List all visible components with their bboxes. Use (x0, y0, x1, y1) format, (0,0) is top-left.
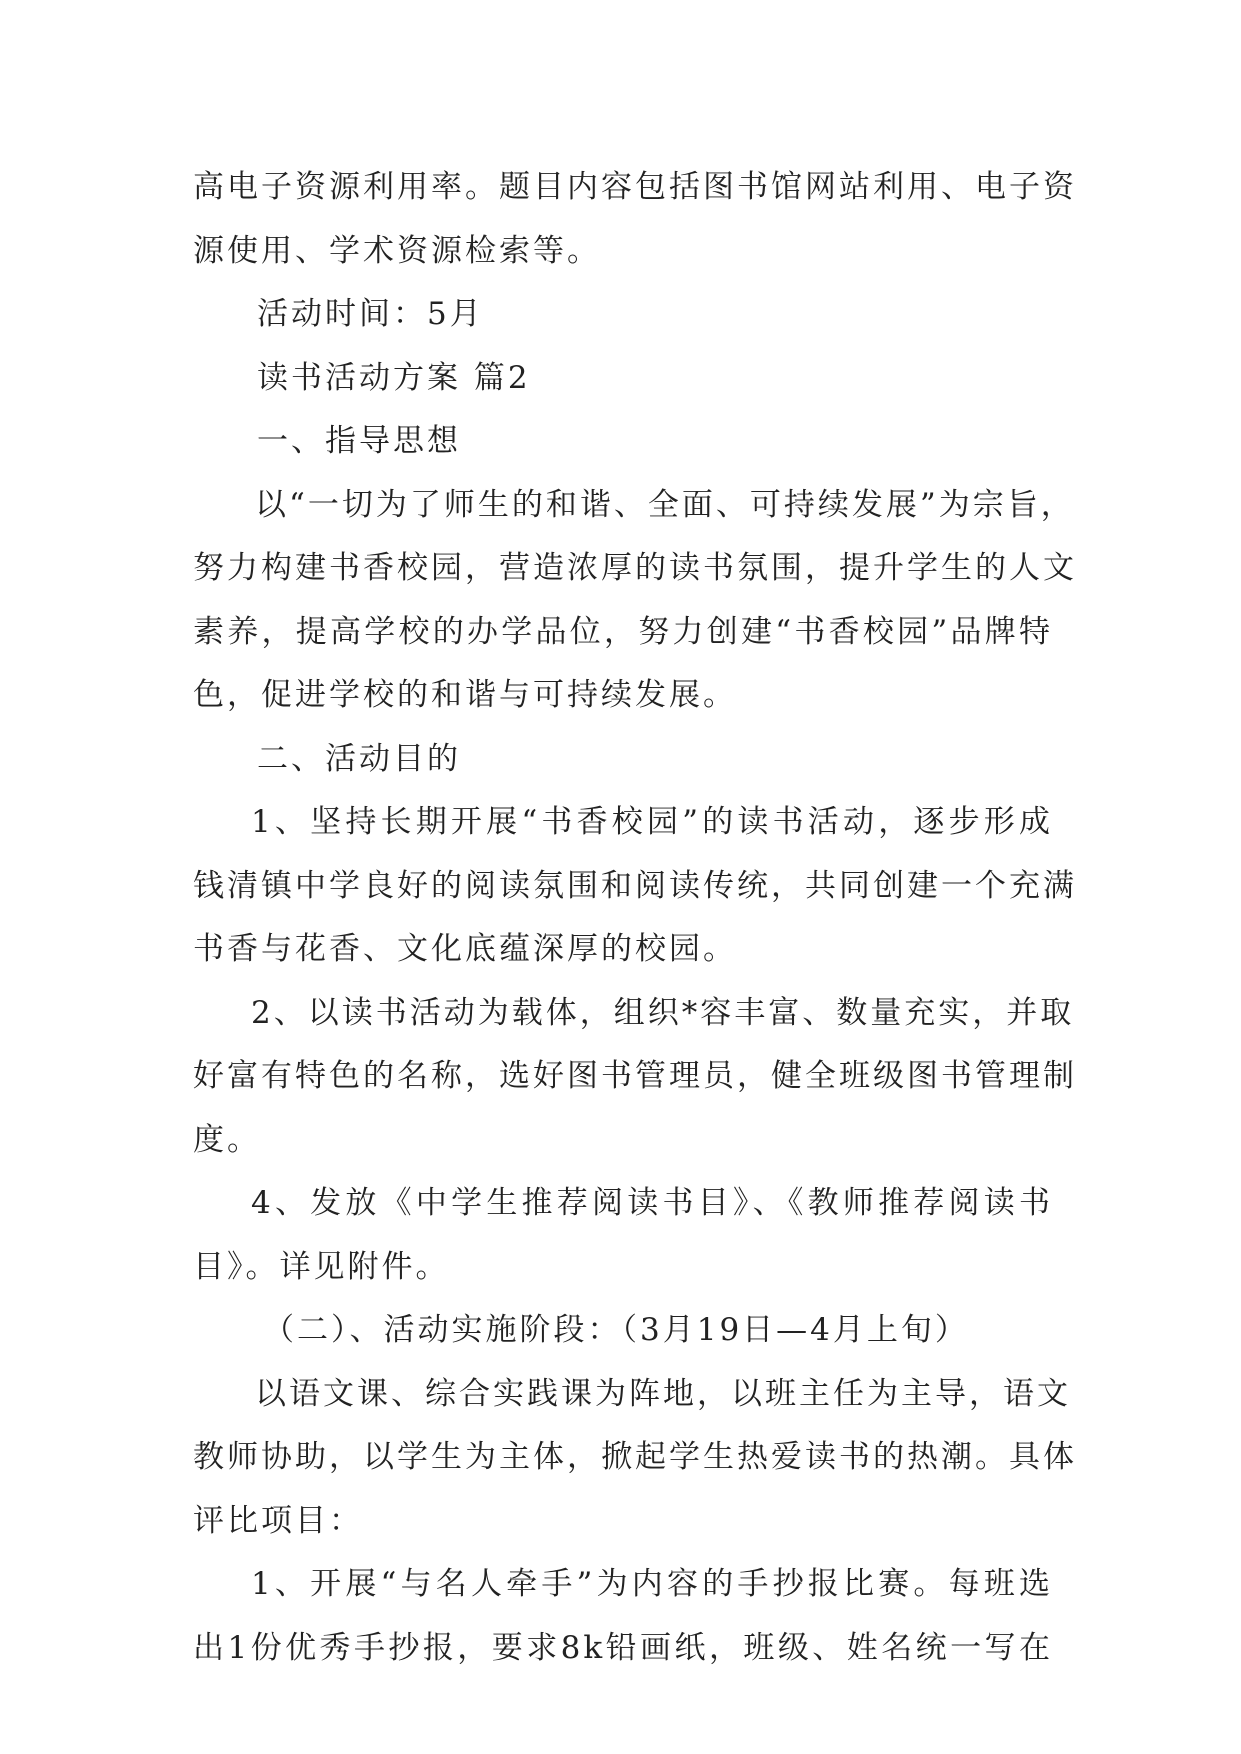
paragraph-line: 色，促进学校的和谐与可持续发展。 (193, 677, 737, 713)
heading-implementation-stage: （二）、活动实施阶段：（3月19日—4月上旬） (263, 1312, 969, 1348)
list-item-line: 1、坚持长期开展“书香校园”的读书活动，逐步形成 (251, 804, 1053, 840)
paragraph-line: 以语文课、综合实践课为阵地，以班主任为主导，语文 (255, 1375, 1071, 1412)
paragraph-line: 钱清镇中学良好的阅读氛围和阅读传统，共同创建一个充满 (193, 867, 1077, 904)
paragraph-line: 度。 (193, 1121, 261, 1158)
paragraph-line: 以“一切为了师生的和谐、全面、可持续发展”为宗旨， (255, 486, 1075, 523)
paragraph-line: 书香与花香、文化底蕴深厚的校园。 (193, 931, 737, 967)
heading-activity-purpose: 二、活动目的 (257, 740, 461, 777)
paragraph-line: 素养，提高学校的办学品位，努力创建“书香校园”品牌特 (193, 613, 1053, 650)
list-item-line: 4、发放《中学生推荐阅读书目》、《教师推荐阅读书 (251, 1185, 1053, 1221)
paragraph-line: 高电子资源利用率。题目内容包括图书馆网站利用、电子资 (193, 169, 1077, 205)
document-body (193, 156, 1077, 1680)
activity-time-line: 活动时间：5月 (257, 296, 484, 332)
paragraph-line: 好富有特色的名称，选好图书管理员，健全班级图书管理制 (193, 1058, 1077, 1094)
paragraph-line: 目》。详见附件。 (193, 1248, 450, 1285)
list-item-line: 1、开展“与名人牵手”为内容的手抄报比赛。每班选 (251, 1566, 1053, 1602)
paragraph-line: 评比项目： (193, 1502, 363, 1539)
section-title: 读书活动方案 篇2 (257, 359, 531, 396)
list-item-line: 2、以读书活动为载体，组织*容丰富、数量充实，并取 (251, 994, 1075, 1031)
heading-guiding-thought: 一、指导思想 (257, 423, 461, 459)
paragraph-line: 努力构建书香校园，营造浓厚的读书氛围，提升学生的人文 (193, 550, 1077, 586)
paragraph-line: 源使用、学术资源检索等。 (193, 232, 601, 269)
paragraph-line: 教师协助，以学生为主体，掀起学生热爱读书的热潮。具体 (193, 1439, 1077, 1475)
paragraph-line: 出1份优秀手抄报，要求8k铅画纸，班级、姓名统一写在 (193, 1629, 1053, 1666)
